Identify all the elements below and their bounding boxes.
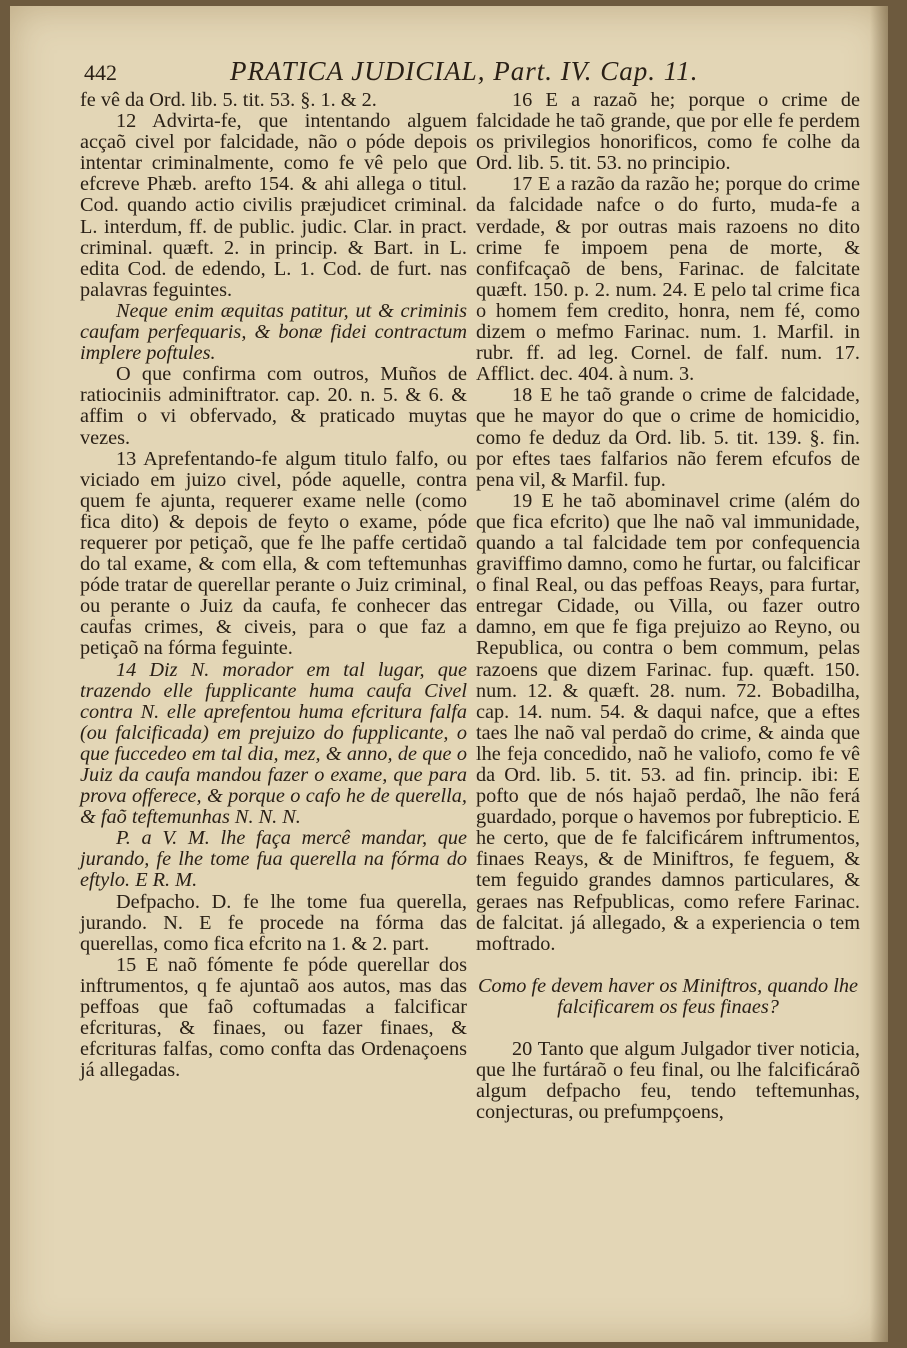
- section-heading: Como fe devem haver os Miniftros, quando lhe falcificarem os feus finaes?: [477, 974, 859, 1018]
- paragraph-16: 16 E a razaõ he; porque o crime de falcidade he taõ grande, que por elle fe perdem os privilegios honorificos, como fe colhe da Ord. lib. 5. tit. 53. no principio.: [476, 89, 860, 175]
- page-edge-shadow: [870, 6, 888, 1342]
- paragraph-19: 19 E he taõ abominavel crime (além do que fica efcrito) que lhe naõ val immunidade, quando a tal falcidade tem por confequencia graviffimo damno, como he furtar, ou falcificar o final Real, ou das peffoas Reays, para furtar, entregar Cidade, ou Villa, ou fazer outro damno, em que fe figa prejuizo ao Reyno, ou Republica, ou contra o bem commum, pelas razoens que dizem Farinac. fup. quæft. 150. num. 12. & quæft. 28. num. 72. Bobadilha, cap. 14. num. 54. & daqui nafce, que a eftes taes lhe naõ val perdaõ do crime, & ainda que lhe feja concedido, naõ he valiofo, como fe vê da Ord. lib. 5. tit. 53. ad fin. princip. ibi: E pofto que de nós hajaõ perdaõ, lhe não ferá guardado, porque o havemos por fubrepticio. E he certo, que de fe falcificárem inftrumentos, finaes Reays, & de Miniftros, fe feguem, & tem feguido grandes damnos particulares, & geraes nas Refpublicas, como refere Farinac. de falcitat. já allegado, & a experiencia o tem moftrado.: [476, 489, 861, 955]
- right-column: [476, 90, 860, 1123]
- paragraph-13: 13 Aprefentando-fe algum titulo falfo, ou viciado em juizo civel, póde aquelle, contra quem fe ajunta, requerer exame nelle (como fica dito) & depois de feyto o exame, póde requerer por petiçaõ, que fe lhe paffe certidaõ do tal exame, & com ella, & com teftemunhas póde tratar de querellar perante o Juiz criminal, ou perante o Juiz da caufa, fe conhecer das caufas crimes, & civeis, para o que faz a petiçaõ na fórma feguinte.: [80, 447, 467, 660]
- petition-request: P. a V. M. lhe faça mercê mandar, que jurando, fe lhe tome fua querella na fórma do eftylo. E R. M.: [80, 827, 467, 892]
- book-page: [10, 6, 888, 1342]
- paragraph-17: 17 E a razão da razão he; porque do crime da falcidade nafce o do furto, muda-fe a verdade, & por outras mais razoens no dito crime fe impoem pena de morte, & confifcaçaõ de bens, Farinac. de falcitate quæft. 150. p. 2. num. 24. E pelo tal crime fica o homem fem credito, honra, nem fé, como dizem o mefmo Farinac. num. 1. Marfil. in rubr. ff. ad leg. Cornel. de falf. num. 17. Afflict. dec. 404. à num. 3.: [476, 173, 860, 386]
- latin-quote: Neque enim æquitas patitur, ut & criminis caufam perfequaris, & bonæ fidei contractum implere poftules.: [80, 299, 467, 365]
- paragraph-despacho: Defpacho. D. fe lhe tome fua querella, jurando. N. E fe procede na fórma das querellas, como fica efcrito na 1. & 2. part.: [80, 890, 467, 955]
- spacer: [476, 1018, 860, 1039]
- spacer: [476, 955, 860, 976]
- page-header: [84, 54, 784, 94]
- left-column: [80, 90, 467, 1081]
- paragraph-12: 12 Advirta-fe, que intentando alguem acçaõ civel por falcidade, não o póde depois intentar criminalmente, como fe vê pelo que efcreve Phæb. arefto 154. & ahi allega o titul. Cod. quando actio civilis præjudicet criminal. L. interdum, ff. de public. judic. Clar. in pract. criminal. quæft. 2. in princip. & Bart. in L. edita Cod. de edendo, L. 1. Cod. de furt. nas palavras feguintes.: [80, 110, 467, 301]
- page-number: 442: [84, 60, 117, 85]
- paragraph-continuation: fe vê da Ord. lib. 5. tit. 53. §. 1. & 2.: [80, 89, 377, 111]
- paragraph-20: 20 Tanto que algum Julgador tiver noticia, que lhe furtáraõ o feu final, ou lhe falcificáraõ algum defpacho feu, tendo teftemunhas, conjecturas, ou prefumpçoens,: [476, 1038, 860, 1124]
- paragraph-confirmation: O que confirma com outros, Muños de ratiociniis adminiftrator. cap. 20. n. 5. & 6. & affim o vi obfervado, & praticado muytas vezes.: [80, 363, 467, 449]
- paragraph-15: 15 E naõ fómente fe póde querellar dos inftrumentos, q fe ajuntaõ aos autos, mas das peffoas que faõ coftumadas a falcificar efcrituras, & finaes, ou fazer finaes, & efcrituras falfas, como confta das Ordenaçoens já allegadas.: [80, 953, 467, 1082]
- paragraph-14-petition: 14 Diz N. morador em tal lugar, que trazendo elle fupplicante huma caufa Civel contra N. elle aprefentou huma efcritura falfa (ou falcificada) em prejuizo do fupplicante, o que fuccedeo em tal dia, mez, & anno, de que o Juiz da caufa mandou fazer o exame, que para prova offerece, & porque o cafo he de querella, & faõ teftemunhas N. N. N.: [80, 658, 467, 829]
- paragraph-18: 18 E he taõ grande o crime de falcidade, que he mayor do que o crime de homicidio, como fe deduz da Ord. lib. 5. tit. 139. §. fin. por eftes taes falfarios não ferem efcufos de pena vil, & Marfil. fup.: [476, 384, 860, 491]
- running-title: PRATICA JUDICIAL, Part. IV. Cap. 11.: [230, 56, 699, 86]
